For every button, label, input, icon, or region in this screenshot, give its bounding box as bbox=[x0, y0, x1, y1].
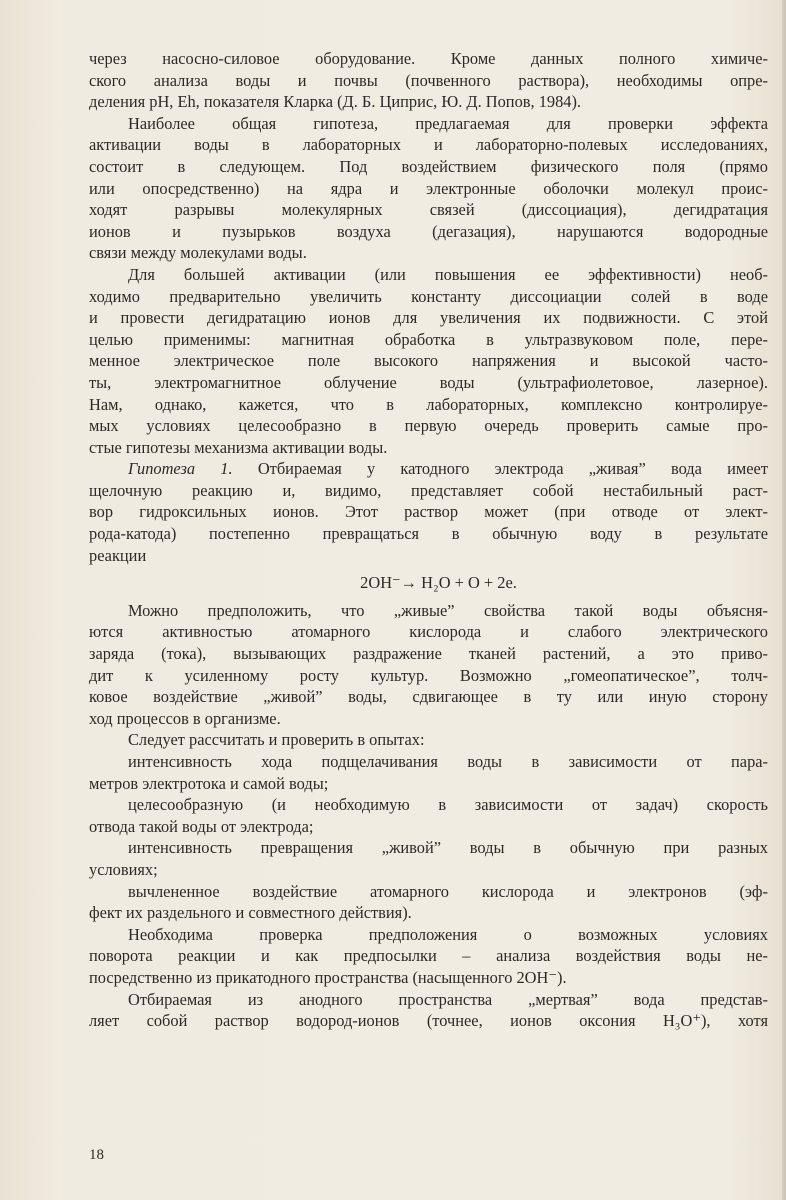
text-line: дит к усиленному росту культур. Возможно „гомеопатическое”, толч- bbox=[89, 665, 768, 685]
text-line: Нам, однако, кажется, что в лабораторных, комплексно контролируе- bbox=[89, 394, 768, 414]
text-line: интенсивность превращения „живой” воды в обычную при разных bbox=[128, 838, 768, 858]
text-line: ского анализа воды и почвы (почвенного раствора), необходимы опре- bbox=[89, 70, 768, 90]
page-text bbox=[89, 48, 768, 1032]
text-line: активации воды в лабораторных и лабораторно-полевых исследованиях, bbox=[89, 135, 768, 155]
hypothesis-label: Гипотеза 1. bbox=[128, 459, 233, 479]
text-line: ляет собой раствор водород-ионов (точнее, ионов оксония H₃O⁺), хотя bbox=[89, 1011, 768, 1031]
text-line: целью применимы: магнитная обработка в ультразвуковом поле, пере- bbox=[89, 329, 768, 349]
text-line: ты, электромагнитное облучение воды (ультрафиолетовое, лазерное). bbox=[89, 372, 768, 392]
text-line: поворота реакции и как предпосылки – анализа воздействия воды не- bbox=[89, 946, 768, 966]
text-line: посредственно из прикатодного пространства (насыщенного 2OH⁻). bbox=[89, 967, 567, 987]
text-line: Наиболее общая гипотеза, предлагаемая для проверки эффекта bbox=[128, 113, 768, 133]
page-number: 18 bbox=[89, 1147, 104, 1163]
text-line: условиях; bbox=[89, 859, 158, 879]
text-line bbox=[89, 458, 768, 480]
text-line: метров электротока и самой воды; bbox=[89, 773, 329, 793]
text-line: ионов и пузырьков воздуха (дегазация), нарушаются водородные bbox=[89, 221, 768, 241]
text-line: стые гипотезы механизма активации воды. bbox=[89, 437, 388, 457]
text-line: ходимо предварительно увеличить константу диссоциации солей в воде bbox=[89, 286, 768, 306]
text-line: Отбираемая из анодного пространства „мертвая” вода представ- bbox=[128, 989, 768, 1009]
reaction-formula: 2OH⁻→ H₂O + O + 2e. bbox=[360, 573, 517, 593]
text-line: заряда (тока), вызывающих раздражение тканей растений, а это приво- bbox=[89, 644, 768, 664]
text-line: и провести дегидратацию ионов для увеличения их подвижности. С этой bbox=[89, 308, 768, 328]
text-line: Следует рассчитать и проверить в опытах: bbox=[128, 730, 425, 750]
text-line: мых условиях целесообразно в первую очередь проверить самые про- bbox=[89, 416, 768, 436]
text-line: деления pH, Eh, показателя Кларка (Д. Б. Циприс, Ю. Д. Попов, 1984). bbox=[89, 92, 582, 112]
text-line: целесообразную (и необходимую в зависимости от задач) скорость bbox=[128, 795, 768, 815]
text-line: или опосредственно) на ядра и электронные оболочки молекул проис- bbox=[89, 178, 768, 198]
text-line: ход процессов в организме. bbox=[89, 708, 281, 728]
text-line: ходят разрывы молекулярных связей (диссоциация), дегидратация bbox=[89, 200, 768, 220]
text-line: ковое воздействие „живой” воды, сдвигающее в ту или иную сторону bbox=[89, 687, 768, 707]
text-line: рода-катода) постепенно превращаться в обычную воду в результате bbox=[89, 524, 768, 544]
text-line: Необходима проверка предположения о возможных условиях bbox=[128, 924, 768, 944]
text-line: вор гидроксильных ионов. Этот раствор может (при отводе от элект- bbox=[89, 502, 768, 522]
page-edge bbox=[782, 0, 786, 1200]
text-line: через насосно-силовое оборудование. Кроме данных полного химиче- bbox=[89, 49, 768, 68]
text-line: фект их раздельного и совместного действия). bbox=[89, 903, 412, 923]
text-line: Для большей активации (или повышения ее эффективности) необ- bbox=[128, 264, 768, 284]
text-line: связи между молекулами воды. bbox=[89, 243, 307, 263]
text-line: ются активностью атомарного кислорода и слабого электрического bbox=[89, 622, 768, 642]
text-line: вычлененное воздействие атомарного кислорода и электронов (эф- bbox=[128, 881, 768, 901]
text-line: отвода такой воды от электрода; bbox=[89, 816, 314, 836]
text-line: интенсивность хода подщелачивания воды в зависимости от пара- bbox=[128, 752, 768, 771]
hypothesis-text: Отбираемая у катодного электрода „живая” вода имеет bbox=[232, 459, 768, 479]
text-line: реакции bbox=[89, 545, 147, 565]
text-line: менное электрическое поле высокого напряжения и высокой часто- bbox=[89, 351, 768, 371]
text-line: щелочную реакцию и, видимо, представляет собой нестабильный раст- bbox=[89, 480, 768, 500]
text-line: состоит в следующем. Под воздействием физического поля (прямо bbox=[89, 156, 768, 176]
text-line: Можно предположить, что „живые” свойства такой воды объясня- bbox=[128, 600, 768, 620]
